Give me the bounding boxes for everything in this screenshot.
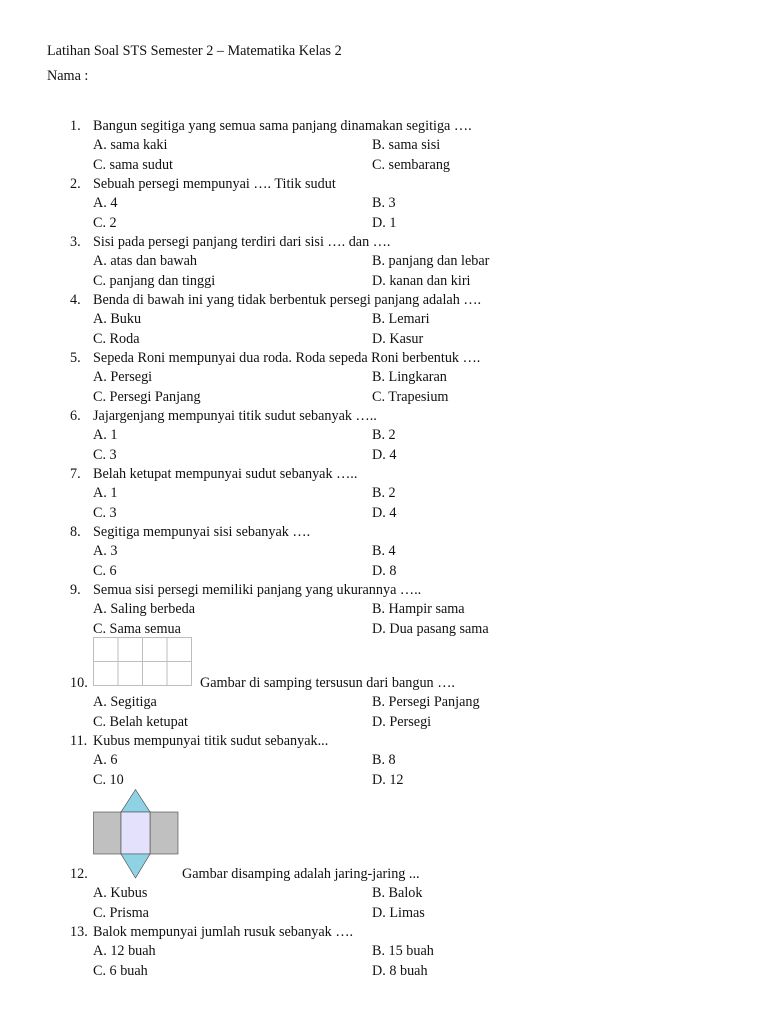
question-8-option-1: A. 3 — [93, 543, 118, 560]
question-text: Sepeda Roni mempunyai dua roda. Roda sepeda Roni berbentuk …. — [93, 350, 481, 366]
question-8-option-2: B. 4 — [372, 543, 396, 560]
question-12-option-2: B. Balok — [372, 885, 423, 902]
question-text: Bangun segitiga yang semua sama panjang dinamakan segitiga …. — [93, 118, 472, 134]
question-text: Gambar di samping tersusun dari bangun …. — [200, 675, 455, 691]
question-5-option-2: B. Lingkaran — [372, 369, 447, 386]
question-5-option-1: A. Persegi — [93, 369, 153, 386]
question-3-option-3: C. panjang dan tinggi — [93, 272, 216, 289]
question-9-option-3: C. Sama semua — [93, 620, 181, 637]
question-11-option-3: C. 10 — [93, 771, 124, 788]
question-3-option-4: D. kanan dan kiri — [372, 272, 471, 289]
question-13-option-2: B. 15 buah — [372, 943, 434, 960]
question-3-option-1: A. atas dan bawah — [93, 253, 198, 270]
worksheet-title: Latihan Soal STS Semester 2 – Matematika Kelas 2 — [47, 43, 342, 59]
question-text: Segitiga mempunyai sisi sebanyak …. — [93, 524, 311, 540]
question-number: 5. — [70, 350, 81, 366]
question-13-option-4: D. 8 buah — [372, 962, 428, 979]
question-12-option-3: C. Prisma — [93, 904, 149, 921]
question-11-option-4: D. 12 — [372, 771, 404, 788]
question-6 — [70, 408, 377, 425]
question-8 — [70, 524, 310, 541]
question-10-option-1: A. Segitiga — [93, 694, 157, 711]
question-text: Belah ketupat mempunyai sudut sebanyak ….. — [93, 466, 358, 482]
question-10-option-4: D. Persegi — [372, 713, 432, 730]
question-5-option-3: C. Persegi Panjang — [93, 388, 201, 405]
prism-net-figure — [93, 789, 179, 879]
prism-net-drawing — [93, 789, 179, 879]
question-13 — [70, 924, 353, 941]
question-6-option-1: A. 1 — [93, 427, 118, 444]
question-6-option-2: B. 2 — [372, 427, 396, 444]
question-number: 7. — [70, 466, 81, 482]
question-2 — [70, 176, 336, 193]
question-2-option-1: A. 4 — [93, 195, 118, 212]
question-number: 3. — [70, 234, 81, 250]
question-8-option-4: D. 8 — [372, 562, 397, 579]
question-text: Sebuah persegi mempunyai …. Titik sudut — [93, 176, 336, 192]
question-2-option-4: D. 1 — [372, 214, 397, 231]
question-9-option-4: D. Dua pasang sama — [372, 620, 489, 637]
question-text: Kubus mempunyai titik sudut sebanyak... — [93, 733, 329, 749]
question-5 — [70, 350, 480, 367]
question-number: 13. — [70, 924, 88, 940]
question-9-option-1: A. Saling berbeda — [93, 601, 196, 618]
rectangle-grid-drawing — [93, 637, 193, 687]
question-3 — [70, 234, 390, 251]
question-10-option-3: C. Belah ketupat — [93, 713, 188, 730]
question-2-option-2: B. 3 — [372, 195, 396, 212]
question-11-option-1: A. 6 — [93, 752, 118, 769]
question-text: Gambar disamping adalah jaring-jaring ... — [182, 866, 420, 882]
question-4-option-3: C. Roda — [93, 330, 140, 347]
question-number: 9. — [70, 582, 81, 598]
question-4-option-4: D. Kasur — [372, 330, 424, 347]
question-9-option-2: B. Hampir sama — [372, 601, 465, 618]
question-3-option-2: B. panjang dan lebar — [372, 253, 490, 270]
question-7-option-1: A. 1 — [93, 485, 118, 502]
question-7 — [70, 466, 357, 483]
question-text: Sisi pada persegi panjang terdiri dari sisi …. dan …. — [93, 234, 391, 250]
question-number: 4. — [70, 292, 81, 308]
question-11-option-2: B. 8 — [372, 752, 396, 769]
question-11 — [70, 733, 328, 750]
question-number: 2. — [70, 176, 81, 192]
question-6-option-4: D. 4 — [372, 446, 397, 463]
question-8-option-3: C. 6 — [93, 562, 117, 579]
name-label: Nama : — [47, 68, 89, 84]
question-number: 10. — [70, 675, 88, 691]
question-2-option-3: C. 2 — [93, 214, 117, 231]
question-9 — [70, 582, 421, 599]
question-4-option-1: A. Buku — [93, 311, 142, 328]
question-number: 1. — [70, 118, 81, 134]
question-1-option-2: B. sama sisi — [372, 137, 441, 154]
question-1-option-3: C. sama sudut — [93, 156, 173, 173]
question-text: Semua sisi persegi memiliki panjang yang ukurannya ….. — [93, 582, 422, 598]
question-4-option-2: B. Lemari — [372, 311, 430, 328]
question-7-option-4: D. 4 — [372, 504, 397, 521]
question-6-option-3: C. 3 — [93, 446, 117, 463]
question-number: 11. — [70, 733, 88, 749]
rectangle-grid-figure — [93, 637, 193, 687]
question-number: 8. — [70, 524, 81, 540]
question-text: Jajargenjang mempunyai titik sudut sebanyak ….. — [93, 408, 377, 424]
question-12-option-4: D. Limas — [372, 904, 425, 921]
question-7-option-2: B. 2 — [372, 485, 396, 502]
question-5-option-4: C. Trapesium — [372, 388, 449, 405]
question-number: 12. — [70, 866, 88, 882]
question-1-option-1: A. sama kaki — [93, 137, 168, 154]
question-text: Balok mempunyai jumlah rusuk sebanyak …. — [93, 924, 354, 940]
question-text: Benda di bawah ini yang tidak berbentuk persegi panjang adalah …. — [93, 292, 482, 308]
question-10-option-2: B. Persegi Panjang — [372, 694, 480, 711]
question-1-option-4: C. sembarang — [372, 156, 451, 173]
question-13-option-3: C. 6 buah — [93, 962, 148, 979]
question-4 — [70, 292, 481, 309]
question-7-option-3: C. 3 — [93, 504, 117, 521]
question-1 — [70, 118, 472, 135]
question-number: 6. — [70, 408, 81, 424]
question-12-option-1: A. Kubus — [93, 885, 148, 902]
question-13-option-1: A. 12 buah — [93, 943, 156, 960]
